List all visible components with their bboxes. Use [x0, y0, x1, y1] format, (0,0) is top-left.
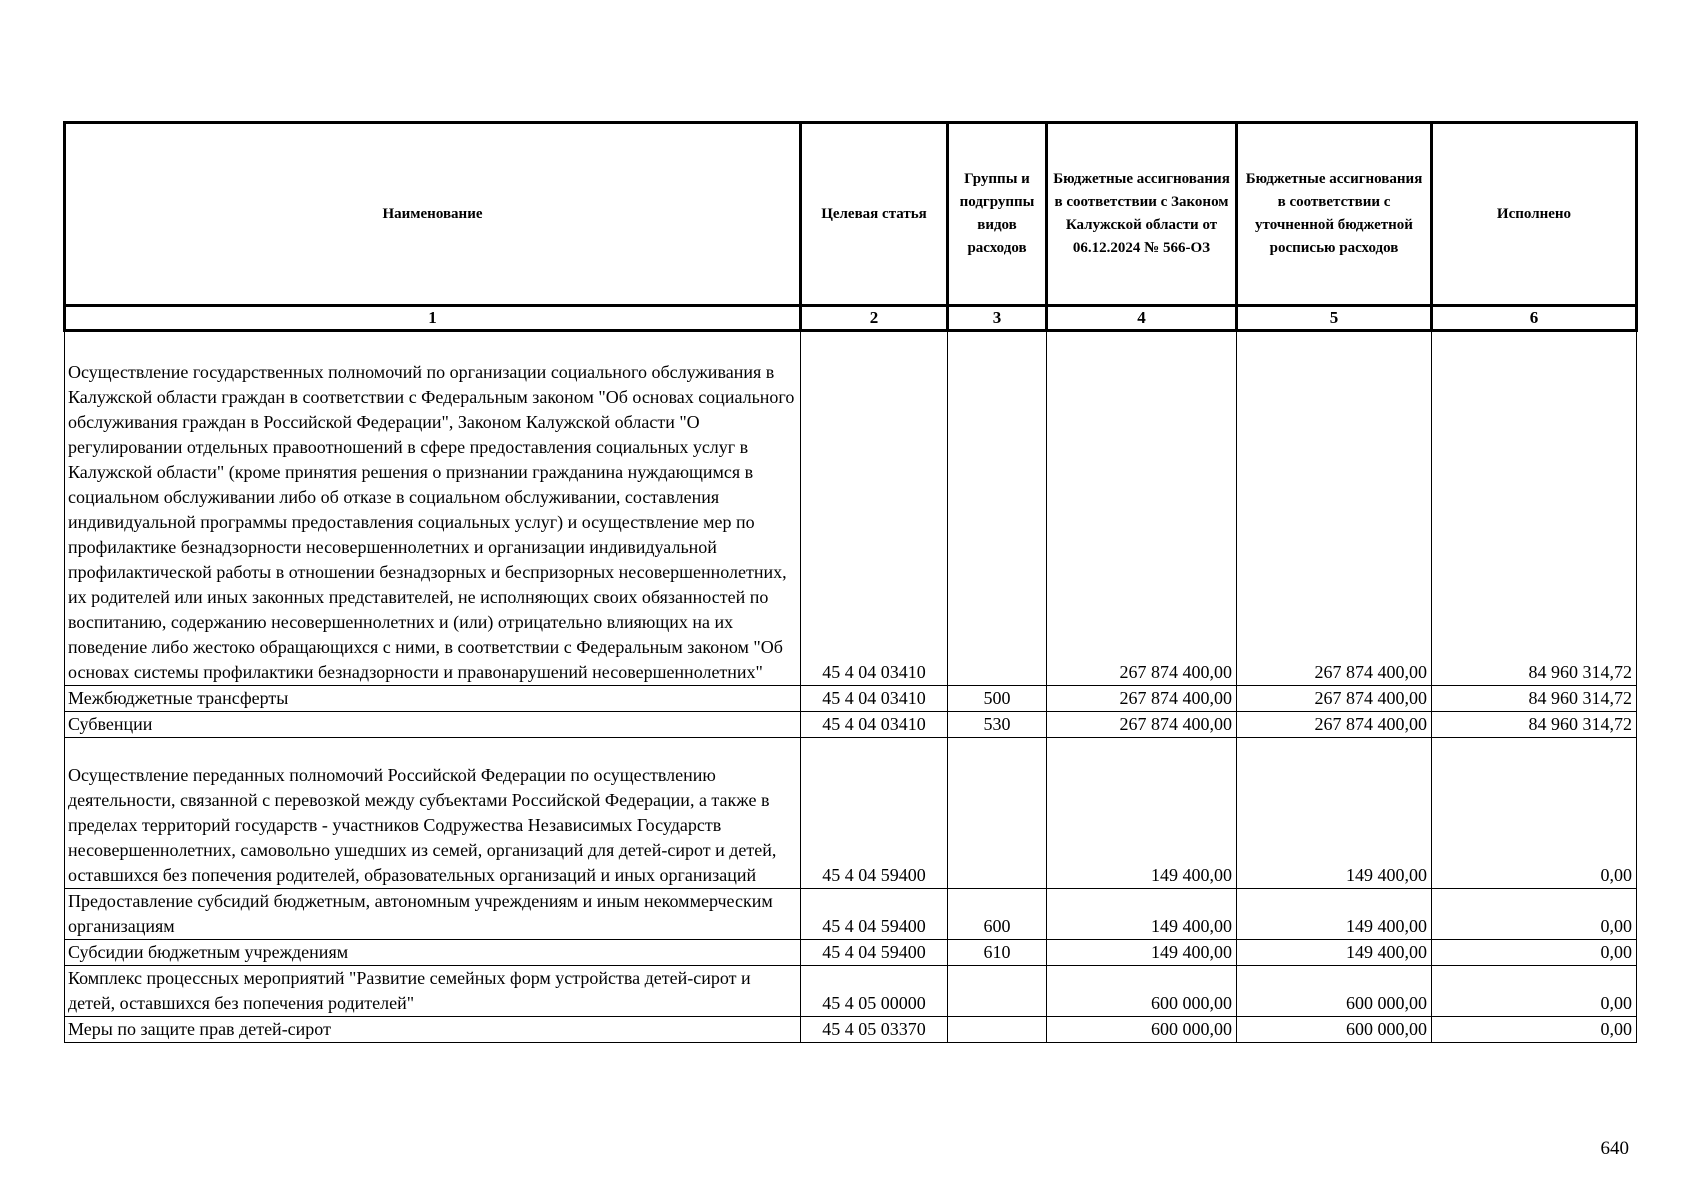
column-number-row: [65, 306, 1637, 331]
header-refined-allocations: Бюджетные ассигнования в соответствии с уточненной бюджетной росписью расходов: [1237, 123, 1432, 306]
row-refined-amount: 600 000,00: [1237, 966, 1432, 1017]
row-executed-amount: 0,00: [1432, 738, 1637, 889]
row-refined-amount: 267 874 400,00: [1237, 686, 1432, 712]
row-group: [948, 1017, 1047, 1043]
row-code: 45 4 04 59400: [801, 940, 948, 966]
column-number: 1: [65, 306, 801, 331]
row-law-amount: 600 000,00: [1047, 966, 1237, 1017]
row-code: 45 4 05 03370: [801, 1017, 948, 1043]
row-law-amount: 149 400,00: [1047, 738, 1237, 889]
row-name: Осуществление переданных полномочий Российской Федерации по осуществлению деятельности, связанной с перевозкой между субъектами Российской Федерации, а также в пределах территорий государств - участников Содружества Независимых Государств несовершеннолетних, самовольно ушедших из семей, организаций для детей-сирот и детей, оставшихся без попечения родителей, образовательных организаций и иных организаций: [65, 738, 801, 889]
table-row: [65, 940, 1637, 966]
row-executed-amount: 84 960 314,72: [1432, 331, 1637, 686]
row-refined-amount: 600 000,00: [1237, 1017, 1432, 1043]
row-code: 45 4 04 03410: [801, 331, 948, 686]
row-group: 610: [948, 940, 1047, 966]
row-group: 600: [948, 889, 1047, 940]
row-code: 45 4 04 03410: [801, 712, 948, 738]
row-law-amount: 149 400,00: [1047, 889, 1237, 940]
row-group: [948, 331, 1047, 686]
column-number: 5: [1237, 306, 1432, 331]
row-executed-amount: 84 960 314,72: [1432, 686, 1637, 712]
table-row: [65, 738, 1637, 889]
header-executed: Исполнено: [1432, 123, 1637, 306]
row-law-amount: 267 874 400,00: [1047, 712, 1237, 738]
table-row: [65, 889, 1637, 940]
row-law-amount: 267 874 400,00: [1047, 686, 1237, 712]
header-law-allocations: Бюджетные ассигнования в соответствии с Законом Калужской области от 06.12.2024 № 566-ОЗ: [1047, 123, 1237, 306]
table-row: [65, 966, 1637, 1017]
row-refined-amount: 149 400,00: [1237, 889, 1432, 940]
row-refined-amount: 149 400,00: [1237, 738, 1432, 889]
row-law-amount: 267 874 400,00: [1047, 331, 1237, 686]
column-number: 6: [1432, 306, 1637, 331]
column-number: 3: [948, 306, 1047, 331]
row-executed-amount: 0,00: [1432, 1017, 1637, 1043]
row-code: 45 4 04 59400: [801, 889, 948, 940]
header-expense-groups: Группы и подгруппы видов расходов: [948, 123, 1047, 306]
column-number: 4: [1047, 306, 1237, 331]
row-executed-amount: 0,00: [1432, 889, 1637, 940]
column-number: 2: [801, 306, 948, 331]
row-refined-amount: 267 874 400,00: [1237, 331, 1432, 686]
row-executed-amount: 0,00: [1432, 940, 1637, 966]
row-refined-amount: 267 874 400,00: [1237, 712, 1432, 738]
row-name: Меры по защите прав детей-сирот: [65, 1017, 801, 1043]
header-row: [65, 123, 1637, 306]
row-group: [948, 966, 1047, 1017]
row-name: Предоставление субсидий бюджетным, автономным учреждениям и иным некоммерческим организациям: [65, 889, 801, 940]
row-name: Межбюджетные трансферты: [65, 686, 801, 712]
row-law-amount: 149 400,00: [1047, 940, 1237, 966]
header-target-article: Целевая статья: [801, 123, 948, 306]
row-group: 530: [948, 712, 1047, 738]
table-row: [65, 1017, 1637, 1043]
row-executed-amount: 84 960 314,72: [1432, 712, 1637, 738]
budget-table: [63, 121, 1638, 1043]
header-name: Наименование: [65, 123, 801, 306]
row-name: Комплекс процессных мероприятий "Развитие семейных форм устройства детей-сирот и детей, оставшихся без попечения родителей": [65, 966, 801, 1017]
row-name: Субсидии бюджетным учреждениям: [65, 940, 801, 966]
row-code: 45 4 04 03410: [801, 686, 948, 712]
row-name: Осуществление государственных полномочий по организации социального обслуживания в Калужской области граждан в соответствии с Федеральным законом "Об основах социального обслуживания граждан в Российской Федерации", Законом Калужской области "О регулировании отдельных правоотношений в сфере предоставления социальных услуг в Калужской области" (кроме принятия решения о признании гражданина нуждающимся в социальном обслуживании либо об отказе в социальном обслуживании, составления индивидуальной программы предоставления социальных услуг) и осуществление мер по профилактике безнадзорности несовершеннолетних и организации индивидуальной профилактической работы в отношении безнадзорных и беспризорных несовершеннолетних, их родителей или иных законных представителей, не исполняющих своих обязанностей по воспитанию, содержанию несовершеннолетних и (или) отрицательно влияющих на их поведение либо жестоко обращающихся с ними, в соответствии с Федеральным законом "Об основах системы профилактики безнадзорности и правонарушений несовершеннолетних": [65, 331, 801, 686]
table-row: [65, 686, 1637, 712]
row-law-amount: 600 000,00: [1047, 1017, 1237, 1043]
row-refined-amount: 149 400,00: [1237, 940, 1432, 966]
table-row: [65, 331, 1637, 686]
table-row: [65, 712, 1637, 738]
row-group: 500: [948, 686, 1047, 712]
row-code: 45 4 04 59400: [801, 738, 948, 889]
row-group: [948, 738, 1047, 889]
row-name: Субвенции: [65, 712, 801, 738]
page-number: 640: [1600, 1138, 1629, 1159]
row-code: 45 4 05 00000: [801, 966, 948, 1017]
row-executed-amount: 0,00: [1432, 966, 1637, 1017]
